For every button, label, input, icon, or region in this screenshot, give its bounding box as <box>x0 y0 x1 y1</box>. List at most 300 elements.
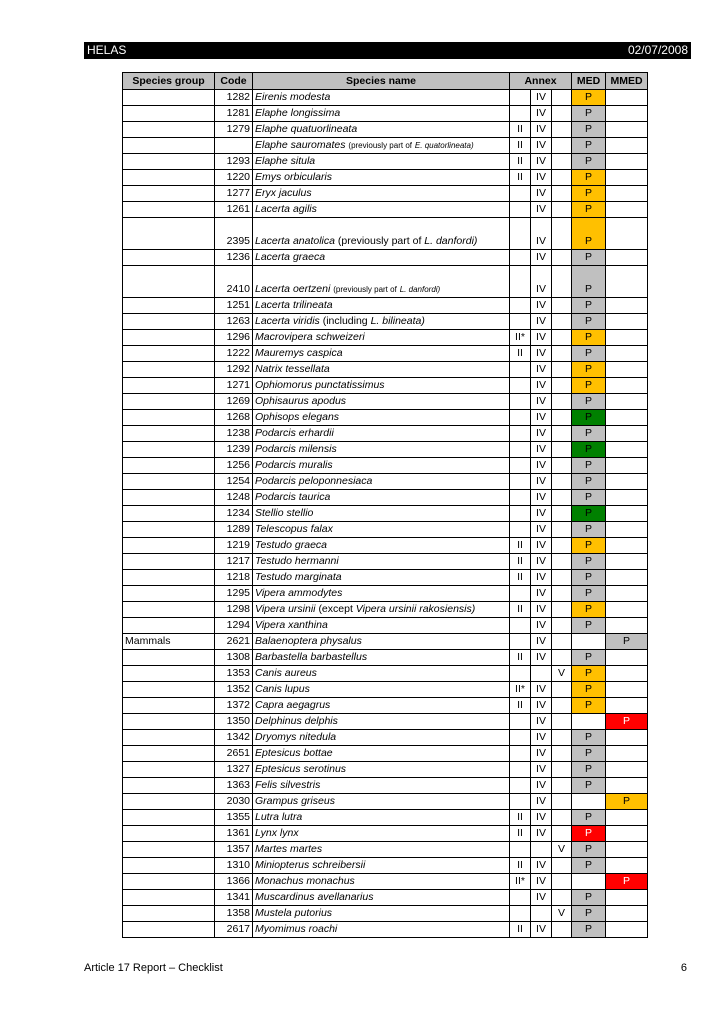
annex-iv-cell: IV <box>531 778 552 794</box>
species-name: Telescopus falax <box>255 523 333 535</box>
table-row <box>123 330 648 346</box>
table-row <box>123 186 648 202</box>
header-title: HELAS <box>87 43 127 57</box>
table-row <box>123 746 648 762</box>
annex-v-cell <box>552 330 572 346</box>
annex-iv-cell: IV <box>531 490 552 506</box>
species-name-cell <box>253 554 510 570</box>
species-name-cell <box>253 106 510 122</box>
species-name-cell <box>253 874 510 890</box>
med-cell: P <box>572 570 606 586</box>
mmed-cell: P <box>606 634 648 650</box>
species-name-cell <box>253 682 510 698</box>
species-group-cell <box>123 650 215 666</box>
annex-iv-cell: IV <box>531 314 552 330</box>
med-cell: P <box>572 90 606 106</box>
species-name: Grampus griseus <box>255 795 335 807</box>
annex-ii-cell <box>510 250 531 266</box>
species-group-cell <box>123 874 215 890</box>
annex-iv-cell <box>531 666 552 682</box>
annex-v-cell <box>552 858 572 874</box>
code-cell: 1217 <box>215 554 253 570</box>
mmed-cell <box>606 314 648 330</box>
annex-ii-cell: II <box>510 170 531 186</box>
annex-v-cell <box>552 186 572 202</box>
annex-iv-cell: IV <box>531 218 552 250</box>
annex-iv-cell: IV <box>531 122 552 138</box>
species-name-cell <box>253 810 510 826</box>
species-name: Lacerta oertzeni <box>255 283 331 295</box>
species-name: Elaphe quatuorlineata <box>255 123 358 135</box>
med-cell: P <box>572 762 606 778</box>
annex-ii-cell <box>510 218 531 250</box>
med-cell: P <box>572 186 606 202</box>
table-row <box>123 442 648 458</box>
annex-iv-cell: IV <box>531 538 552 554</box>
table-row <box>123 170 648 186</box>
code-cell: 1236 <box>215 250 253 266</box>
mmed-cell <box>606 154 648 170</box>
annex-iv-cell: IV <box>531 362 552 378</box>
med-cell: P <box>572 698 606 714</box>
annex-ii-cell: II <box>510 554 531 570</box>
code-cell: 1342 <box>215 730 253 746</box>
species-name-cell <box>253 922 510 938</box>
med-cell: P <box>572 650 606 666</box>
mmed-cell <box>606 570 648 586</box>
annex-iv-cell: IV <box>531 858 552 874</box>
species-name-note: (previously part of <box>333 285 397 294</box>
annex-ii-cell <box>510 762 531 778</box>
code-cell: 2395 <box>215 218 253 250</box>
annex-iv-cell: IV <box>531 810 552 826</box>
annex-v-cell <box>552 634 572 650</box>
code-cell: 1254 <box>215 474 253 490</box>
med-cell: P <box>572 810 606 826</box>
species-name-note-ref: L. bilineata) <box>370 315 425 327</box>
species-name-note-ref: L. danfordi) <box>399 285 441 294</box>
mmed-cell <box>606 442 648 458</box>
species-name-note: (including <box>322 315 368 327</box>
code-cell: 1268 <box>215 410 253 426</box>
species-group-cell <box>123 746 215 762</box>
species-group-cell <box>123 618 215 634</box>
table-row <box>123 666 648 682</box>
med-cell: P <box>572 298 606 314</box>
mmed-cell <box>606 506 648 522</box>
species-group-cell <box>123 106 215 122</box>
mmed-cell <box>606 554 648 570</box>
species-group-cell <box>123 458 215 474</box>
annex-ii-cell <box>510 410 531 426</box>
annex-iv-cell: IV <box>531 170 552 186</box>
species-name-cell <box>253 122 510 138</box>
code-cell: 1353 <box>215 666 253 682</box>
annex-iv-cell: IV <box>531 922 552 938</box>
species-group-cell <box>123 506 215 522</box>
table-row <box>123 474 648 490</box>
species-name: Testudo graeca <box>255 539 327 551</box>
species-name-cell <box>253 250 510 266</box>
med-cell: P <box>572 378 606 394</box>
annex-ii-cell <box>510 634 531 650</box>
species-name-cell <box>253 202 510 218</box>
table-row <box>123 762 648 778</box>
annex-v-cell <box>552 570 572 586</box>
species-name-cell <box>253 330 510 346</box>
annex-iv-cell: IV <box>531 458 552 474</box>
annex-v-cell <box>552 442 572 458</box>
code-cell: 1279 <box>215 122 253 138</box>
species-group-cell: Mammals <box>123 634 215 650</box>
code-cell: 1341 <box>215 890 253 906</box>
species-name: Testudo hermanni <box>255 555 339 567</box>
species-group-cell <box>123 298 215 314</box>
code-cell: 1293 <box>215 154 253 170</box>
table-row <box>123 890 648 906</box>
species-name: Eirenis modesta <box>255 91 331 103</box>
species-group-cell <box>123 714 215 730</box>
annex-ii-cell: II <box>510 138 531 154</box>
species-name-cell <box>253 906 510 922</box>
mmed-cell <box>606 906 648 922</box>
mmed-cell <box>606 698 648 714</box>
annex-v-cell <box>552 394 572 410</box>
annex-ii-cell <box>510 794 531 810</box>
col-header-med: MED <box>572 73 606 90</box>
species-name: Ophiomorus punctatissimus <box>255 379 385 391</box>
species-name-cell <box>253 522 510 538</box>
annex-v-cell <box>552 218 572 250</box>
species-name: Canis aureus <box>255 667 317 679</box>
species-group-cell <box>123 138 215 154</box>
species-name: Lacerta graeca <box>255 251 326 263</box>
species-name-cell <box>253 826 510 842</box>
mmed-cell <box>606 202 648 218</box>
species-name: Stellio stellio <box>255 507 314 519</box>
species-name-note: (previously part of <box>337 235 422 247</box>
species-name: Delphinus delphis <box>255 715 338 727</box>
species-name: Elaphe sauromates <box>255 139 346 151</box>
annex-v-cell <box>552 474 572 490</box>
species-group-cell <box>123 394 215 410</box>
species-name-cell <box>253 618 510 634</box>
code-cell: 1292 <box>215 362 253 378</box>
species-group-cell <box>123 426 215 442</box>
mmed-cell: P <box>606 714 648 730</box>
table-row <box>123 634 648 650</box>
annex-v-cell <box>552 650 572 666</box>
code-cell: 1289 <box>215 522 253 538</box>
annex-iv-cell: IV <box>531 698 552 714</box>
code-cell: 1350 <box>215 714 253 730</box>
species-name-cell <box>253 650 510 666</box>
med-cell: P <box>572 858 606 874</box>
annex-iv-cell: IV <box>531 890 552 906</box>
annex-ii-cell <box>510 106 531 122</box>
code-cell: 1220 <box>215 170 253 186</box>
code-cell: 2617 <box>215 922 253 938</box>
species-name: Vipera ursinii <box>255 603 316 615</box>
table-row <box>123 298 648 314</box>
annex-ii-cell <box>510 730 531 746</box>
annex-ii-cell <box>510 490 531 506</box>
annex-v-cell <box>552 314 572 330</box>
annex-v-cell <box>552 106 572 122</box>
table-row <box>123 698 648 714</box>
annex-iv-cell: IV <box>531 394 552 410</box>
annex-ii-cell: II <box>510 650 531 666</box>
species-name: Felis silvestris <box>255 779 321 791</box>
code-cell: 1238 <box>215 426 253 442</box>
code-cell: 2651 <box>215 746 253 762</box>
table-row <box>123 346 648 362</box>
annex-ii-cell <box>510 202 531 218</box>
annex-v-cell <box>552 602 572 618</box>
species-group-cell <box>123 202 215 218</box>
code-cell: 1282 <box>215 90 253 106</box>
table-row <box>123 858 648 874</box>
med-cell: P <box>572 522 606 538</box>
species-name-note-ref: L. danfordi) <box>424 235 478 247</box>
species-group-cell <box>123 522 215 538</box>
mmed-cell <box>606 362 648 378</box>
annex-ii-cell <box>510 266 531 298</box>
species-group-cell <box>123 266 215 298</box>
species-name: Martes martes <box>255 843 323 855</box>
code-cell: 1310 <box>215 858 253 874</box>
annex-iv-cell: IV <box>531 794 552 810</box>
species-name-cell <box>253 154 510 170</box>
annex-ii-cell <box>510 746 531 762</box>
annex-iv-cell: IV <box>531 426 552 442</box>
annex-ii-cell: II <box>510 922 531 938</box>
annex-v-cell <box>552 730 572 746</box>
header-date: 02/07/2008 <box>627 43 688 57</box>
med-cell: P <box>572 842 606 858</box>
species-name-cell <box>253 570 510 586</box>
species-name: Myomimus roachi <box>255 923 338 935</box>
annex-v-cell <box>552 250 572 266</box>
annex-ii-cell <box>510 714 531 730</box>
species-group-cell <box>123 906 215 922</box>
code-cell: 1222 <box>215 346 253 362</box>
annex-iv-cell: IV <box>531 826 552 842</box>
table-row <box>123 362 648 378</box>
annex-v-cell <box>552 426 572 442</box>
annex-ii-cell <box>510 394 531 410</box>
code-cell: 1251 <box>215 298 253 314</box>
col-header-species-group: Species group <box>123 73 215 90</box>
annex-ii-cell: II* <box>510 682 531 698</box>
species-name-cell <box>253 314 510 330</box>
species-name: Eptesicus serotinus <box>255 763 347 775</box>
species-name-cell <box>253 506 510 522</box>
annex-iv-cell: IV <box>531 154 552 170</box>
table-row <box>123 618 648 634</box>
species-name-cell <box>253 458 510 474</box>
med-cell: P <box>572 554 606 570</box>
annex-v-cell <box>552 138 572 154</box>
species-name-cell <box>253 746 510 762</box>
annex-v-cell <box>552 922 572 938</box>
annex-iv-cell: IV <box>531 874 552 890</box>
species-name: Canis lupus <box>255 683 310 695</box>
code-cell: 1234 <box>215 506 253 522</box>
med-cell: P <box>572 906 606 922</box>
code-cell: 1239 <box>215 442 253 458</box>
species-name: Natrix tessellata <box>255 363 330 375</box>
annex-v-cell <box>552 90 572 106</box>
annex-ii-cell <box>510 890 531 906</box>
species-name: Ophisaurus apodus <box>255 395 347 407</box>
annex-ii-cell: II <box>510 122 531 138</box>
species-name: Elaphe situla <box>255 155 316 167</box>
mmed-cell <box>606 826 648 842</box>
species-name-cell <box>253 698 510 714</box>
annex-iv-cell: IV <box>531 650 552 666</box>
mmed-cell <box>606 586 648 602</box>
species-name: Vipera ammodytes <box>255 587 343 599</box>
annex-v-cell <box>552 794 572 810</box>
species-group-cell <box>123 698 215 714</box>
annex-iv-cell: IV <box>531 714 552 730</box>
mmed-cell <box>606 138 648 154</box>
species-name-cell <box>253 186 510 202</box>
annex-iv-cell: IV <box>531 474 552 490</box>
med-cell: P <box>572 362 606 378</box>
table-row <box>123 826 648 842</box>
species-name: Capra aegagrus <box>255 699 331 711</box>
table-row <box>123 250 648 266</box>
annex-v-cell <box>552 554 572 570</box>
species-group-cell <box>123 362 215 378</box>
species-name-cell <box>253 346 510 362</box>
col-header-code: Code <box>215 73 253 90</box>
species-name: Balaenoptera physalus <box>255 635 362 647</box>
mmed-cell <box>606 666 648 682</box>
species-group-cell <box>123 762 215 778</box>
code-cell: 1271 <box>215 378 253 394</box>
species-name-cell <box>253 442 510 458</box>
annex-ii-cell <box>510 458 531 474</box>
footer-title: Article 17 Report – Checklist <box>84 962 223 974</box>
annex-iv-cell: IV <box>531 106 552 122</box>
code-cell: 1296 <box>215 330 253 346</box>
species-name: Podarcis peloponnesiaca <box>255 475 373 487</box>
med-cell: P <box>572 506 606 522</box>
mmed-cell <box>606 250 648 266</box>
code-cell: 1357 <box>215 842 253 858</box>
species-group-cell <box>123 538 215 554</box>
annex-ii-cell <box>510 378 531 394</box>
species-group-cell <box>123 826 215 842</box>
med-cell: P <box>572 426 606 442</box>
species-name-cell <box>253 602 510 618</box>
mmed-cell <box>606 378 648 394</box>
med-cell: P <box>572 138 606 154</box>
species-name-note-ref: Vipera ursinii rakosiensis) <box>355 603 476 615</box>
med-cell: P <box>572 602 606 618</box>
med-cell: P <box>572 154 606 170</box>
annex-iv-cell: IV <box>531 730 552 746</box>
species-group-cell <box>123 794 215 810</box>
annex-ii-cell <box>510 90 531 106</box>
annex-iv-cell: IV <box>531 554 552 570</box>
annex-ii-cell: II <box>510 570 531 586</box>
med-cell: P <box>572 170 606 186</box>
table-row <box>123 266 648 298</box>
mmed-cell <box>606 890 648 906</box>
annex-iv-cell: IV <box>531 682 552 698</box>
annex-ii-cell <box>510 778 531 794</box>
mmed-cell <box>606 346 648 362</box>
species-name-cell <box>253 762 510 778</box>
code-cell: 1218 <box>215 570 253 586</box>
table-body <box>123 90 648 938</box>
species-group-cell <box>123 730 215 746</box>
med-cell: P <box>572 122 606 138</box>
species-name: Vipera xanthina <box>255 619 328 631</box>
table-row <box>123 778 648 794</box>
annex-v-cell <box>552 682 572 698</box>
annex-v-cell <box>552 202 572 218</box>
annex-ii-cell: II <box>510 154 531 170</box>
annex-iv-cell: IV <box>531 410 552 426</box>
table-row <box>123 394 648 410</box>
annex-v-cell <box>552 698 572 714</box>
annex-iv-cell: IV <box>531 602 552 618</box>
species-name: Barbastella barbastellus <box>255 651 368 663</box>
annex-v-cell: V <box>552 906 572 922</box>
mmed-cell <box>606 410 648 426</box>
annex-iv-cell: IV <box>531 762 552 778</box>
species-name: Lacerta agilis <box>255 203 317 215</box>
annex-ii-cell <box>510 906 531 922</box>
species-group-cell <box>123 378 215 394</box>
table-row <box>123 378 648 394</box>
med-cell: P <box>572 394 606 410</box>
species-name-cell <box>253 410 510 426</box>
annex-iv-cell: IV <box>531 586 552 602</box>
table-row <box>123 570 648 586</box>
annex-v-cell <box>552 778 572 794</box>
page-number: 6 <box>680 962 687 974</box>
code-cell: 1361 <box>215 826 253 842</box>
species-group-cell <box>123 218 215 250</box>
species-name-cell <box>253 538 510 554</box>
code-cell: 2621 <box>215 634 253 650</box>
species-name: Elaphe longissima <box>255 107 341 119</box>
annex-iv-cell: IV <box>531 202 552 218</box>
table-row <box>123 202 648 218</box>
table-row <box>123 138 648 154</box>
annex-v-cell <box>552 458 572 474</box>
species-group-cell <box>123 922 215 938</box>
table-row <box>123 314 648 330</box>
table-row <box>123 842 648 858</box>
code-cell: 1308 <box>215 650 253 666</box>
species-name-cell <box>253 586 510 602</box>
annex-iv-cell: IV <box>531 298 552 314</box>
species-name-cell <box>253 858 510 874</box>
table-row <box>123 730 648 746</box>
annex-v-cell <box>552 122 572 138</box>
mmed-cell <box>606 186 648 202</box>
species-name: Monachus monachus <box>255 875 355 887</box>
annex-ii-cell <box>510 506 531 522</box>
code-cell: 1294 <box>215 618 253 634</box>
